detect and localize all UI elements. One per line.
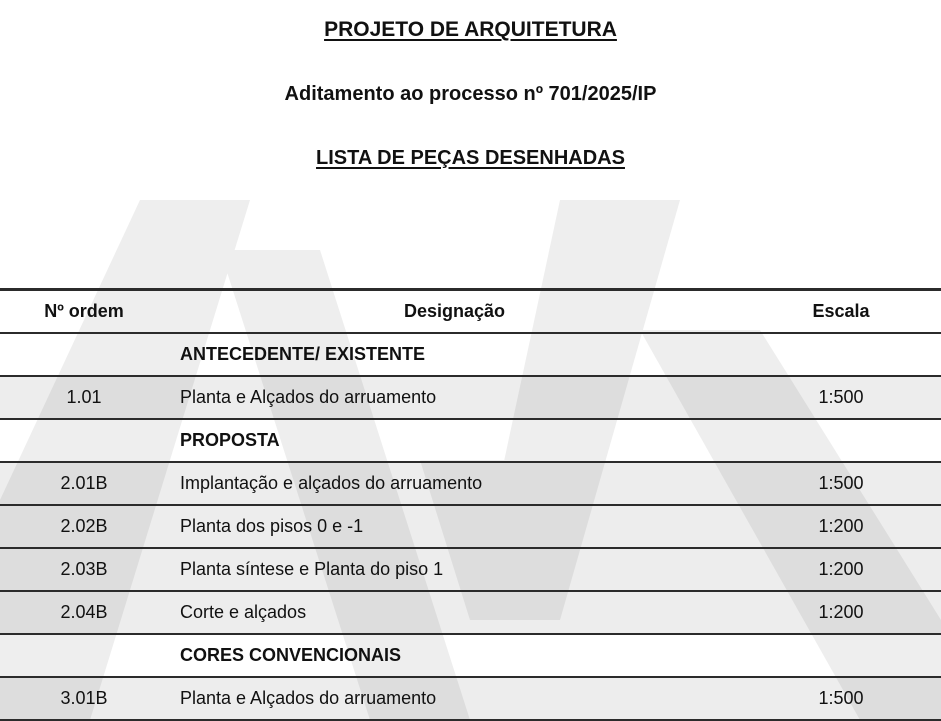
- header-num: Nº ordem: [44, 301, 124, 321]
- row-scale: 1:200: [818, 602, 864, 622]
- row-designation: Implantação e alçados do arruamento: [180, 473, 483, 493]
- table-row: [0, 591, 941, 634]
- row-designation: Planta dos pisos 0 e -1: [180, 516, 364, 536]
- row-num: 2.01B: [60, 473, 108, 493]
- table-header-row: [0, 290, 941, 334]
- table-row: [0, 376, 941, 419]
- row-scale: [741, 634, 941, 677]
- row-scale: 1:500: [818, 387, 864, 407]
- row-num: 2.03B: [60, 559, 108, 579]
- row-scale: 1:200: [818, 559, 864, 579]
- document-subtitle: Aditamento ao processo nº 701/2025/IP: [284, 83, 657, 105]
- table-row: [0, 462, 941, 505]
- table-row: [0, 548, 941, 591]
- row-num: [0, 419, 168, 462]
- row-designation: Planta síntese e Planta do piso 1: [180, 559, 444, 579]
- row-scale: 1:200: [818, 516, 864, 536]
- row-num: 2.04B: [60, 602, 108, 622]
- row-designation: Corte e alçados: [180, 602, 307, 622]
- row-designation: Planta e Alçados do arruamento: [180, 688, 437, 708]
- row-num: [0, 333, 168, 376]
- list-title: LISTA DE PEÇAS DESENHADAS: [316, 147, 625, 169]
- row-scale: [741, 333, 941, 376]
- row-scale: 1:500: [818, 473, 864, 493]
- row-designation: Planta e Alçados do arruamento: [180, 387, 437, 407]
- table-row: [0, 505, 941, 548]
- row-num: 3.01B: [60, 688, 108, 708]
- row-num: 1.01: [66, 387, 102, 407]
- section-row-proposta: [0, 419, 941, 462]
- row-scale: [741, 419, 941, 462]
- section-title: PROPOSTA: [180, 430, 280, 450]
- section-title: ANTECEDENTE/ EXISTENTE: [180, 344, 426, 364]
- section-row-cores: [0, 634, 941, 677]
- row-num: 2.02B: [60, 516, 108, 536]
- header-scale: Escala: [812, 301, 870, 321]
- drawings-table: [0, 288, 941, 721]
- document-title: PROJETO DE ARQUITETURA: [324, 18, 617, 41]
- section-row-antecedente: [0, 333, 941, 376]
- row-scale: 1:500: [818, 688, 864, 708]
- table-row: [0, 677, 941, 720]
- header-designation: Designação: [403, 301, 506, 321]
- section-title: CORES CONVENCIONAIS: [180, 645, 402, 665]
- row-num: [0, 634, 168, 677]
